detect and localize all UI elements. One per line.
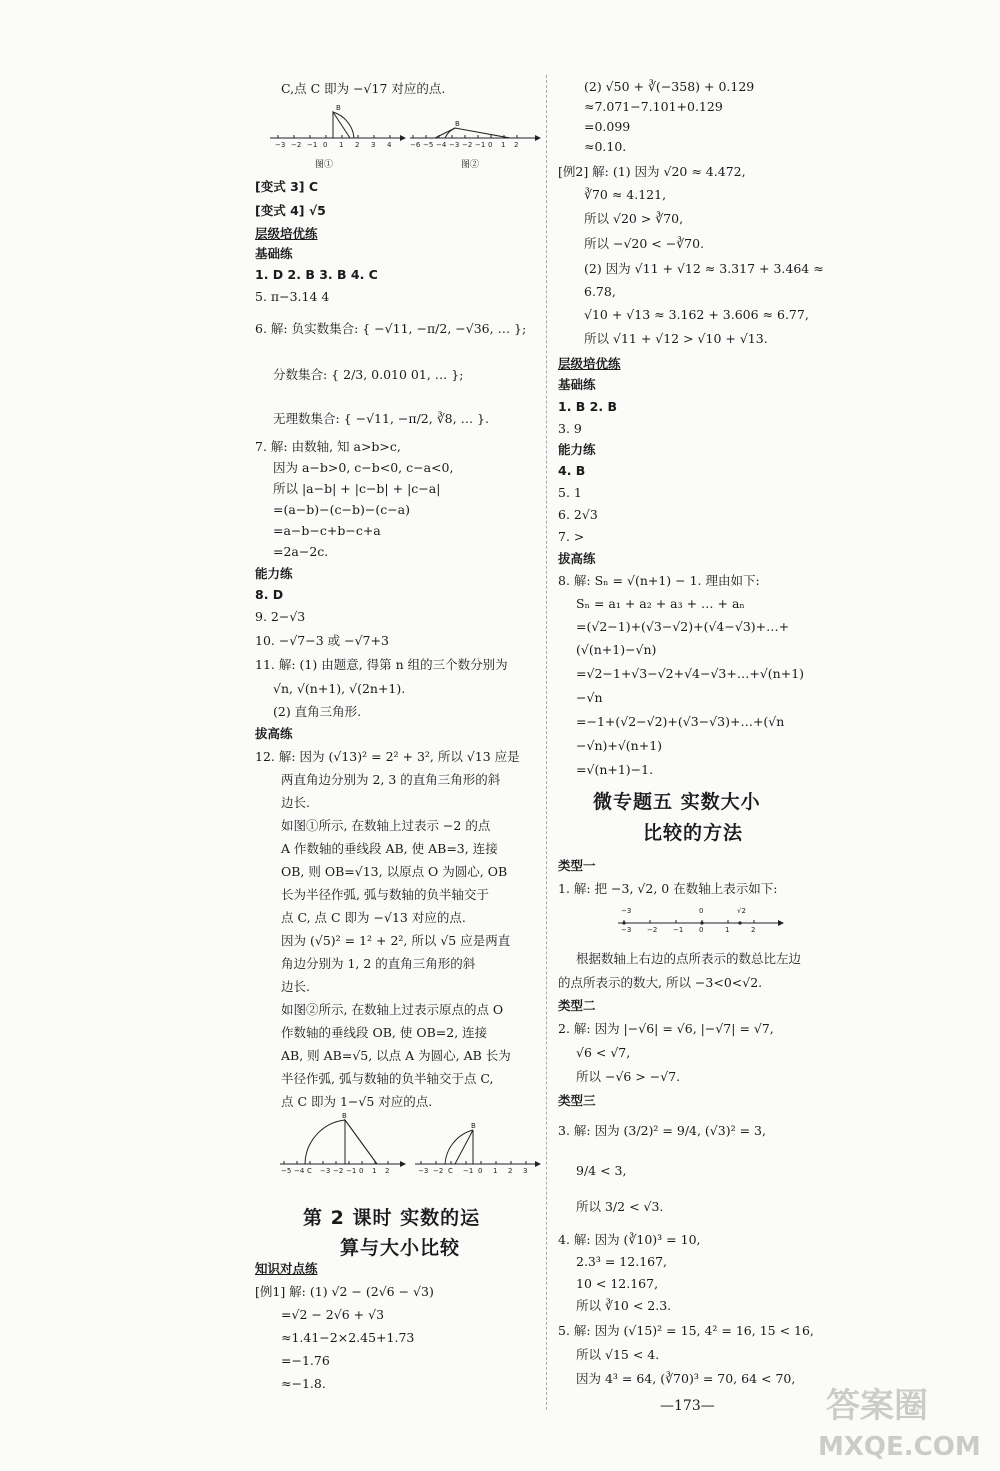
answer-line: 4. 解: 因为 (∛10)³ = 10, bbox=[558, 1232, 701, 1247]
axis-tick-label: 1 bbox=[501, 141, 506, 149]
answer-line: 长为半径作弧, 弧与数轴的负半轴交于 bbox=[281, 887, 489, 902]
answer-line: 如图②所示, 在数轴上过表示原点的点 O bbox=[281, 1002, 504, 1017]
answer-line: 5. 解: 因为 (√15)² = 15, 4² = 16, 15 < 16, bbox=[558, 1323, 814, 1338]
answer-line: 所以 |a−b| + |c−b| + |c−a| bbox=[273, 481, 441, 496]
example-line: √10 + √13 ≈ 3.162 + 3.606 ≈ 6.77, bbox=[584, 307, 809, 322]
example-line: =−1.76 bbox=[281, 1353, 330, 1368]
answer-line: √n, √(n+1), √(2n+1). bbox=[273, 681, 406, 696]
figure-caption-1: 图① bbox=[315, 160, 334, 170]
answer-line: 角边分别为 1, 2 的直角三角形的斜 bbox=[281, 956, 476, 971]
answer-line: 6. 解: 负实数集合: { −√11, −π/2, −√36, … }; bbox=[255, 321, 527, 336]
answer-line: 作数轴的垂线段 OB, 使 OB=2, 连接 bbox=[281, 1025, 488, 1040]
example-line: ≈1.41−2×2.45+1.73 bbox=[281, 1330, 415, 1345]
point-mark bbox=[622, 921, 625, 924]
point-mark bbox=[700, 921, 703, 924]
example-line: ∛70 ≈ 4.121, bbox=[584, 187, 667, 202]
section-heading: 知识对点练 bbox=[255, 1261, 318, 1276]
example-line: [例2] 解: (1) 因为 √20 ≈ 4.472, bbox=[558, 164, 746, 179]
type-heading: 类型一 bbox=[558, 858, 596, 873]
answer-line: Sₙ = a₁ + a₂ + a₃ + … + aₙ bbox=[576, 596, 745, 611]
example-line: [例1] 解: (1) √2 − (2√6 − √3) bbox=[255, 1284, 434, 1299]
variant-4: [变式 4] √5 bbox=[255, 203, 326, 218]
type-heading: 类型三 bbox=[558, 1093, 596, 1108]
example-line: 6.78, bbox=[584, 284, 616, 299]
answer-line: 8. 解: Sₙ = √(n+1) − 1. 理由如下: bbox=[558, 573, 760, 588]
answer-line: 11. 解: (1) 由题意, 得第 n 组的三个数分别为 bbox=[255, 657, 508, 672]
answer-line: 因为 (√5)² = 1² + 2², 所以 √5 应是两直 bbox=[281, 933, 511, 948]
example-line: (2) √50 + ∛(−358) + 0.129 bbox=[584, 79, 755, 94]
answer-line: 10 < 12.167, bbox=[576, 1276, 659, 1291]
svg-text:B: B bbox=[455, 120, 460, 128]
point-mark bbox=[738, 921, 741, 924]
topic-title: 微专题五 实数大小 bbox=[593, 791, 761, 813]
answer-line: (2) 直角三角形. bbox=[273, 704, 362, 719]
number-line-type1 bbox=[618, 905, 798, 940]
answer-line: (√(n+1)−√n) bbox=[576, 642, 657, 657]
answer-line: =(a−b)−(c−b)−(c−a) bbox=[273, 502, 411, 517]
subheading-advanced: 拔高练 bbox=[255, 726, 293, 741]
lesson-title: 第 2 课时 实数的运 bbox=[303, 1207, 481, 1229]
axis-tick-label: −3 bbox=[418, 1167, 429, 1175]
axis-tick-label: 0 bbox=[699, 926, 704, 934]
answer-line: √6 < √7, bbox=[576, 1045, 631, 1060]
axis-tick-label: −1 bbox=[346, 1167, 357, 1175]
svg-text:B: B bbox=[342, 1112, 347, 1120]
answer-line: 7. > bbox=[558, 529, 585, 544]
axis-tick-label: −4 bbox=[294, 1167, 305, 1175]
answer-line: 因为 4³ = 64, (∛70)³ = 70, 64 < 70, bbox=[576, 1371, 796, 1386]
axis-tick-label: −2 bbox=[433, 1167, 444, 1175]
answer-line: 8. D bbox=[255, 587, 284, 602]
axis-tick-label: −6 bbox=[410, 141, 421, 149]
answer-line: −√n bbox=[576, 690, 603, 705]
answer-line: 9. 2−√3 bbox=[255, 609, 306, 624]
axis-tick-label: −5 bbox=[423, 141, 434, 149]
lesson-title-2: 算与大小比较 bbox=[340, 1237, 461, 1259]
axis-tick-label: 2 bbox=[751, 926, 756, 934]
answer-line: 10. −√7−3 或 −√7+3 bbox=[255, 633, 389, 648]
svg-text:B: B bbox=[471, 1122, 476, 1130]
subheading-basic: 基础练 bbox=[558, 377, 596, 392]
answer-line: 点 C 即为 1−√5 对应的点. bbox=[281, 1094, 433, 1109]
axis-tick-label: 0 bbox=[323, 141, 328, 149]
answer-line: 因为 a−b>0, c−b<0, c−a<0, bbox=[273, 460, 454, 475]
answer-line: 边长. bbox=[281, 795, 310, 810]
axis-tick-label: 1 bbox=[725, 926, 730, 934]
answer-line: 12. 解: 因为 (√13)² = 2² + 3², 所以 √13 应是 bbox=[255, 749, 520, 764]
axis-tick-label: 1 bbox=[372, 1167, 377, 1175]
answer-line: OB, 则 OB=√13, 以原点 O 为圆心, OB bbox=[281, 864, 508, 879]
type-heading: 类型二 bbox=[558, 998, 596, 1013]
answer-line: −√n)+√(n+1) bbox=[576, 738, 663, 753]
example-line: 所以 √20 > ∛70, bbox=[584, 211, 684, 226]
answer-line: 4. B bbox=[558, 463, 586, 478]
answer-line: 3. 9 bbox=[558, 421, 582, 436]
answer-line: 半径作弧, 弧与数轴的负半轴交于点 C, bbox=[281, 1071, 494, 1086]
axis-tick-label: 2 bbox=[514, 141, 519, 149]
section-heading: 层级培优练 bbox=[255, 226, 318, 241]
page-number: —173— bbox=[660, 1398, 715, 1414]
answer-line: 所以 ∛10 < 2.3. bbox=[576, 1298, 672, 1313]
axis-tick-label: −1 bbox=[463, 1167, 474, 1175]
answer-line: A 作数轴的垂线段 AB, 使 AB=3, 连接 bbox=[281, 841, 498, 856]
answer-line: 边长. bbox=[281, 979, 310, 994]
axis-tick-label: 3 bbox=[371, 141, 376, 149]
example-line: =0.099 bbox=[584, 119, 631, 134]
axis-tick-label: 0 bbox=[478, 1167, 483, 1175]
answer-line: 2.3³ = 12.167, bbox=[576, 1254, 668, 1269]
answer-line: 点 C, 点 C 即为 −√13 对应的点. bbox=[281, 910, 466, 925]
axis-tick-label: 3 bbox=[523, 1167, 528, 1175]
answer-line: =√(n+1)−1. bbox=[576, 762, 654, 777]
axis-tick-label: 2 bbox=[508, 1167, 513, 1175]
answer-line: 的点所表示的数大, 所以 −3<0<√2. bbox=[558, 975, 763, 990]
axis-tick-label: C bbox=[448, 1167, 453, 1175]
answer-line: 5. 1 bbox=[558, 485, 582, 500]
axis-tick-label: −3 bbox=[320, 1167, 331, 1175]
axis-tick-label: −2 bbox=[462, 141, 473, 149]
example-line: (2) 因为 √11 + √12 ≈ 3.317 + 3.464 ≈ bbox=[584, 261, 824, 276]
axis-tick-label: 0 bbox=[359, 1167, 364, 1175]
axis-tick-label: 4 bbox=[387, 141, 392, 149]
axis-tick-label: −4 bbox=[436, 141, 447, 149]
answer-line: 9/4 < 3, bbox=[576, 1163, 627, 1178]
answer-line: 1. D 2. B 3. B 4. C bbox=[255, 267, 378, 282]
answer-line: 无理数集合: { −√11, −π/2, ∛8, … }. bbox=[273, 411, 489, 426]
axis-tick-label: 0 bbox=[488, 141, 493, 149]
answer-line: =a−b−c+b−c+a bbox=[273, 523, 381, 538]
answer-line: =2a−2c. bbox=[273, 544, 329, 559]
axis-tick-label: 2 bbox=[385, 1167, 390, 1175]
axis-tick-label: −3 bbox=[449, 141, 460, 149]
answer-line: 7. 解: 由数轴, 知 a>b>c, bbox=[255, 439, 401, 454]
column-divider bbox=[546, 75, 547, 1410]
answer-line: AB, 则 AB=√5, 以点 A 为圆心, AB 长为 bbox=[281, 1048, 511, 1063]
variant-3: [变式 3] C bbox=[255, 179, 319, 194]
example-line: 所以 √11 + √12 > √10 + √13. bbox=[584, 331, 768, 346]
axis-tick-label: −1 bbox=[307, 141, 318, 149]
figure-caption-2: 图② bbox=[461, 160, 480, 170]
point-label: √2 bbox=[737, 907, 746, 915]
answer-line: 1. 解: 把 −3, √2, 0 在数轴上表示如下: bbox=[558, 881, 778, 896]
answer-line: 所以 3/2 < √3. bbox=[576, 1199, 664, 1214]
subheading-basic: 基础练 bbox=[255, 246, 293, 261]
axis-tick-label: −3 bbox=[621, 926, 632, 934]
axis-tick-label: −2 bbox=[333, 1167, 344, 1175]
example-line: ≈−1.8. bbox=[281, 1376, 326, 1391]
axis-tick-label: 1 bbox=[339, 141, 344, 149]
answer-line: 所以 √15 < 4. bbox=[576, 1347, 660, 1362]
example-line: 所以 −√20 < −∛70. bbox=[584, 236, 705, 251]
answer-line: 1. B 2. B bbox=[558, 399, 618, 414]
example-line: =√2 − 2√6 + √3 bbox=[281, 1307, 385, 1322]
text-line: C,点 C 即为 −√17 对应的点. bbox=[281, 81, 446, 96]
section-heading: 层级培优练 bbox=[558, 356, 621, 371]
axis-tick-label: −2 bbox=[291, 141, 302, 149]
axis-tick-label: C bbox=[307, 1167, 312, 1175]
example-line: ≈7.071−7.101+0.129 bbox=[584, 99, 723, 114]
axis-tick-label: −1 bbox=[673, 926, 684, 934]
svg-text:B: B bbox=[336, 104, 341, 112]
watermark-url: MXQE.COM bbox=[818, 1432, 981, 1462]
answer-line: 两直角边分别为 2, 3 的直角三角形的斜 bbox=[281, 772, 501, 787]
answer-line: 根据数轴上右边的点所表示的数总比左边 bbox=[576, 951, 802, 966]
number-line-figure-4 bbox=[415, 1110, 545, 1180]
axis-tick-label: −1 bbox=[475, 141, 486, 149]
axis-tick-label: 1 bbox=[493, 1167, 498, 1175]
subheading-advanced: 拔高练 bbox=[558, 551, 596, 566]
number-line-figure-3 bbox=[280, 1110, 410, 1180]
subheading-ability: 能力练 bbox=[558, 442, 596, 457]
answer-line: =√2−1+√3−√2+√4−√3+…+√(n+1) bbox=[576, 666, 805, 681]
axis-tick-label: 2 bbox=[355, 141, 360, 149]
watermark-logo: 答案圈 bbox=[826, 1386, 928, 1426]
answer-line: =(√2−1)+(√3−√2)+(√4−√3)+…+ bbox=[576, 619, 790, 634]
answer-line: 2. 解: 因为 |−√6| = √6, |−√7| = √7, bbox=[558, 1021, 774, 1036]
answer-line: 所以 −√6 > −√7. bbox=[576, 1069, 681, 1084]
answer-line: 3. 解: 因为 (3/2)² = 9/4, (√3)² = 3, bbox=[558, 1123, 766, 1138]
axis-tick-label: −5 bbox=[281, 1167, 292, 1175]
topic-title-2: 比较的方法 bbox=[643, 822, 744, 844]
answer-line: 5. π−3.14 4 bbox=[255, 289, 330, 304]
axis-tick-label: −3 bbox=[275, 141, 286, 149]
answer-line: 如图①所示, 在数轴上过表示 −2 的点 bbox=[281, 818, 491, 833]
example-line: ≈0.10. bbox=[584, 139, 627, 154]
point-label: 0 bbox=[699, 907, 704, 915]
answer-line: 6. 2√3 bbox=[558, 507, 598, 522]
axis-tick-label: −2 bbox=[647, 926, 658, 934]
answer-line: =−1+(√2−√2)+(√3−√3)+…+(√n bbox=[576, 714, 785, 729]
point-label: −3 bbox=[621, 907, 632, 915]
answer-line: 分数集合: { 2/3, 0.010 01, … }; bbox=[273, 367, 464, 382]
subheading-ability: 能力练 bbox=[255, 566, 293, 581]
